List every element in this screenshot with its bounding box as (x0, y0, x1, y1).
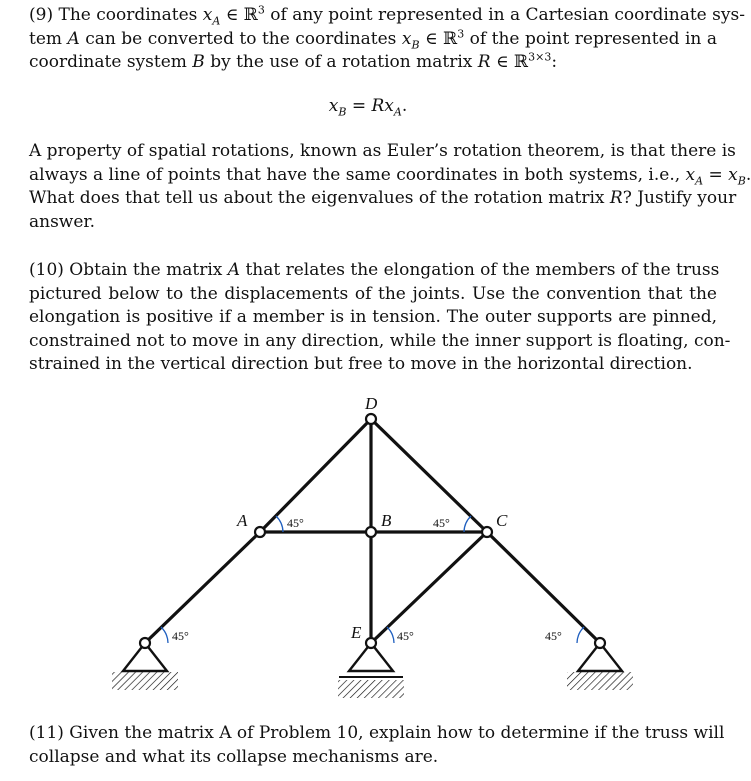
joint-left-support (140, 638, 150, 648)
angle-label-right: 45° (545, 629, 562, 643)
p9-line-4: A property of spatial rotations, known as Euler’s rotation theorem, is that there is (29, 141, 736, 161)
support-right (567, 643, 633, 690)
p9-line-3: coordinate system B by the use of a rotation matrix R ∈ ℝ$^{3\times 3}$: (29, 50, 558, 72)
p10-line-2: pictured below to the displacements of the joints. Use the convention that the (29, 283, 717, 304)
joint-A (255, 527, 265, 537)
angle-label-A: 45° (287, 516, 304, 530)
joint-label-E: E (351, 623, 362, 642)
p9-line-1: (9) The coordinates $x_A$ ∈ ℝ$^3$ of any point represented in a Cartesian coordinate sys- (29, 3, 745, 28)
p10-line-1: (10) Obtain the matrix A that relates the elongation of the members of the truss (29, 260, 720, 280)
angle-arc-A (276, 516, 283, 532)
joint-label-A: A (237, 511, 248, 530)
p10-line-4: constrained not to move in any direction, while the inner support is floating, con- (29, 330, 731, 351)
problem-11-text (29, 722, 725, 769)
p9-line-7: answer. (29, 211, 96, 232)
angle-arc-E (387, 627, 394, 643)
joint-C (482, 527, 492, 537)
support-left (112, 643, 178, 690)
member-support-left-A (145, 532, 260, 643)
member-A-D (260, 419, 371, 532)
angle-label-E: 45° (397, 629, 414, 643)
angle-arc-right-support (577, 627, 584, 643)
p9-line-6: What does that tell us about the eigenvalues of the rotation matrix R? Justify your (29, 188, 737, 208)
joint-label-C: C (496, 511, 508, 530)
joint-label-B: B (381, 511, 392, 530)
joint-E (366, 638, 376, 648)
problem-9-text (29, 3, 745, 75)
support-middle-roller (338, 643, 404, 698)
member-E-C (371, 532, 487, 643)
truss-figure (0, 390, 736, 720)
p10-line-5: strained in the vertical direction but free to move in the horizontal direction. (29, 354, 693, 374)
p11-line-2: collapse and what its collapse mechanisms are. (29, 746, 439, 767)
angle-label-C: 45° (433, 516, 450, 530)
p10-line-3: elongation is positive if a member is in tension. The outer supports are pinned, (29, 307, 717, 327)
problem-9-question (29, 140, 751, 234)
member-C-support-right (487, 532, 600, 643)
joint-B (366, 527, 376, 537)
p11-line-1: (11) Given the matrix A of Problem 10, explain how to determine if the truss will (29, 723, 725, 743)
angle-label-left: 45° (172, 629, 189, 643)
angle-arc-C (464, 516, 471, 532)
joint-label-D: D (365, 394, 378, 413)
rotation-equation: $x_B = Rx_A$. (328, 96, 408, 119)
angle-arc-left-support (161, 627, 168, 643)
joint-D (366, 414, 376, 424)
joint-right-support (595, 638, 605, 648)
p9-line-2: tem A can be converted to the coordinates $x_B$ ∈ ℝ$^3$ of the point represented in a (29, 26, 717, 51)
problem-10-text (29, 259, 731, 377)
p9-line-5: always a line of points that have the same coordinates in both systems, i.e., $x_A = x_B$. (29, 164, 751, 187)
